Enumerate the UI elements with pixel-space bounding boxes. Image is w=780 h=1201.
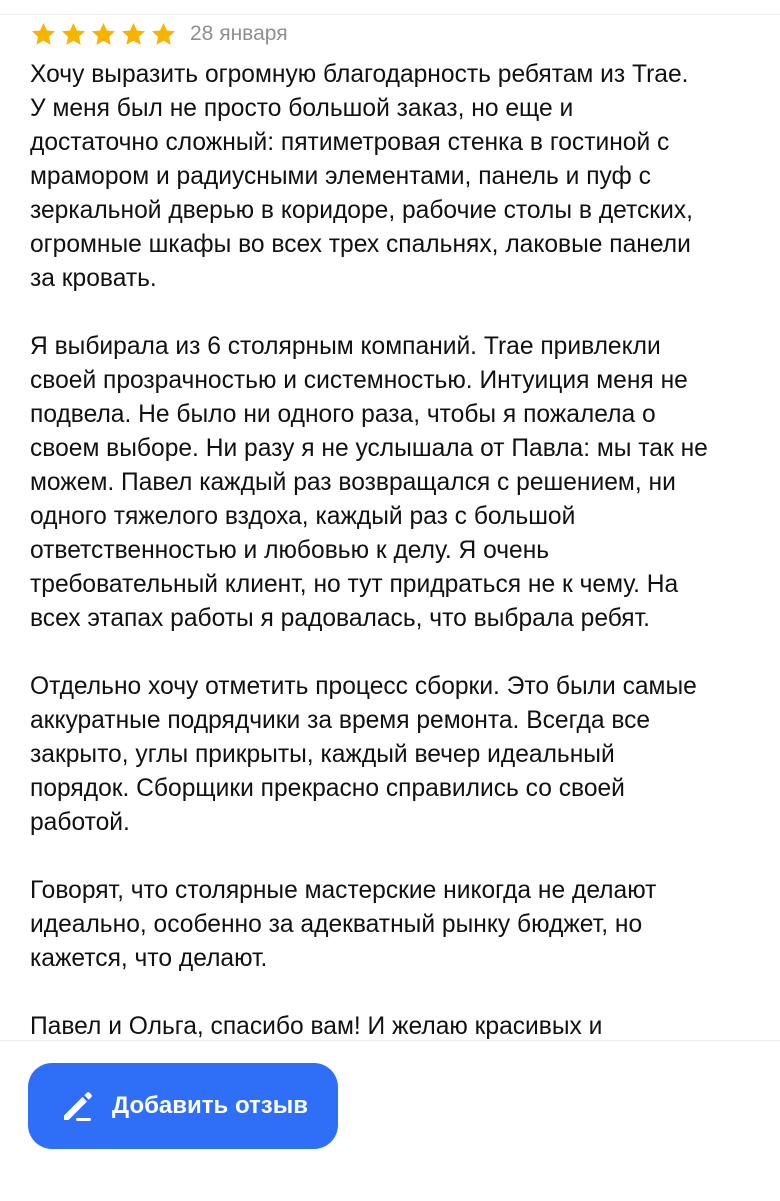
review-card [30, 18, 755, 1040]
pen-icon [58, 1087, 96, 1125]
star-icon [30, 21, 57, 48]
review-paragraph: Павел и Ольга, спасибо вам! И желаю красивых и [30, 1013, 603, 1040]
review-header [30, 18, 755, 50]
review-text [30, 58, 755, 1078]
review-paragraph: Отдельно хочу отметить процесс сборки. Это были самые аккуратные подрядчики за время ремонта. Всегда все закрыто, углы прикрыты, каждый вечер идеальный порядок. Сборщики прекрасно справились со своей работой. [30, 673, 697, 836]
add-review-button[interactable] [28, 1063, 338, 1149]
star-icon [60, 21, 87, 48]
star-icon [150, 21, 177, 48]
add-review-label: Добавить отзыв [112, 1092, 308, 1119]
rating-stars [30, 21, 177, 48]
star-icon [120, 21, 147, 48]
review-date: 28 января [190, 22, 288, 45]
review-paragraph: Я выбирала из 6 столярным компаний. Trae привлекли своей прозрачностью и системностью. Интуиция меня не подвела. Не было ни одного раза, чтобы я пожалела о своем выборе. Ни разу я не услышала от Павла: мы так не можем. Павел каждый раз возвращался с решением, ни одного тяжелого вздоха, каждый раз с большой ответственностью и любовью к делу. Я очень требовательный клиент, но тут придраться не к чему. На всех этапах работы я радовалась, что выбрала ребят. [30, 333, 708, 632]
bottom-action-bar [0, 1040, 780, 1201]
review-paragraph: Говорят, что столярные мастерские никогда не делают идеально, особенно за адекватный рынку бюджет, но кажется, что делают. [30, 877, 657, 972]
top-divider [0, 0, 780, 15]
star-icon [90, 21, 117, 48]
review-paragraph: Хочу выразить огромную благодарность ребятам из Trae. У меня был не просто большой заказ, но еще и достаточно сложный: пятиметровая стенка в гостиной с мрамором и радиусными элементами, панель и пуф с зеркальной дверью в коридоре, рабочие столы в детских, огромные шкафы во всех трех спальнях, лаковые панели за кровать. [30, 61, 693, 292]
